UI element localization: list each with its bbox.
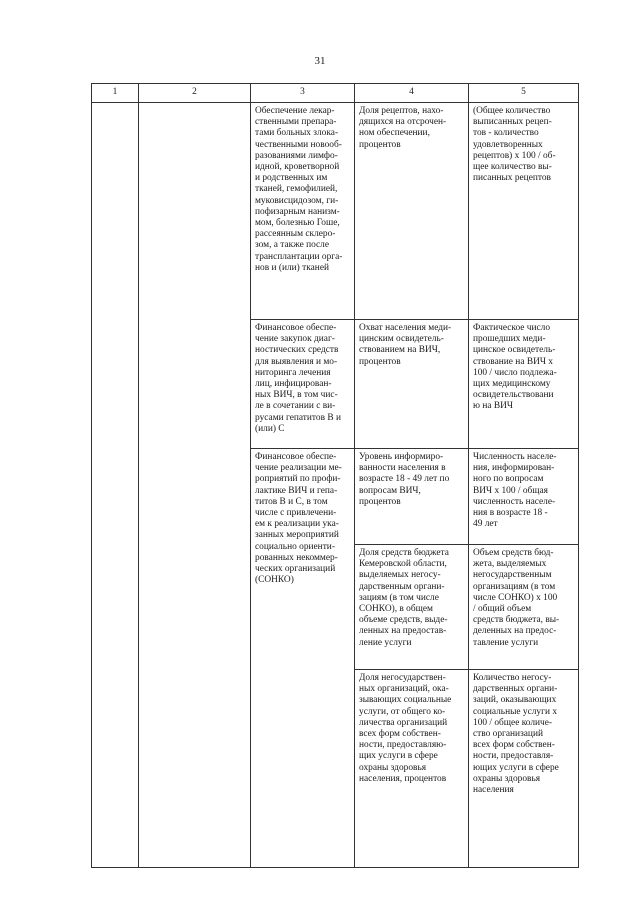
- header-col-5: 5: [469, 84, 579, 103]
- col-2-empty-cell: [139, 103, 251, 868]
- indicator-cell: Доля рецептов, нахо- дящихся на отсрочен- ном обеспечении, процентов: [355, 103, 469, 320]
- indicator-cell: Уровень информиро- ванности населения в возрасте 18 - 49 лет по вопросам ВИЧ, процентов: [355, 449, 469, 545]
- formula-cell: Количество негосу- дарственных органи- заций, оказывающих социальные услуги x 100 / общее количе- ство организаций всех форм собствен- ности, предоставля- ющих услуги в сфере охраны здоровья населения: [469, 670, 579, 868]
- table-row: [92, 103, 579, 320]
- indicators-table: [91, 83, 579, 868]
- header-col-4: 4: [355, 84, 469, 103]
- header-col-3: 3: [251, 84, 355, 103]
- indicator-cell: Доля средств бюджета Кемеровской области, выделяемых негосу- дарственным органи- зациям (в том числе СОНКО), в общем объеме средств, выде- ленных на предостав- ление услуги: [355, 545, 469, 670]
- formula-cell: Численность населе- ния, информирован- ного по вопросам ВИЧ x 100 / общая численность населе- ния в возрасте 18 - 49 лет: [469, 449, 579, 545]
- measure-cell: Обеспечение лекар- ственными препара- тами больных злока- чественными новооб- разованиями лимфо- идной, кроветворной и родственных им тканей, гемофилией, муковисцидозом, ги- пофизарным нанизм- мом, болезнью Гоше, рассеянным склеро- зом, а также после трансплантации орга- нов и (или) тканей: [251, 103, 355, 320]
- header-col-1: 1: [92, 84, 139, 103]
- measure-cell: Финансовое обеспе- чение закупок диаг- ностических средств для выявления и мо- ниторинга лечения лиц, инфицирован- ных ВИЧ, в том чис- ле в сочетании с ви- русами гепатитов В и (или) С: [251, 320, 355, 449]
- table-header-row: [92, 84, 579, 103]
- formula-cell: (Общее количество выписанных рецеп- тов - количество удовлетворенных рецептов) x 100 / об- щее количество вы- писанных рецептов: [469, 103, 579, 320]
- formula-cell: Фактическое число прошедших меди- цинское освидетель- ствование на ВИЧ x 100 / число подлежа- щих медицинскому освидетельствовани ю на ВИЧ: [469, 320, 579, 449]
- page-number: 31: [314, 55, 326, 67]
- formula-cell: Объем средств бюд- жета, выделяемых негосударственным организациям (в том числе СОНКО) x 100 / общий объем средств бюджета, вы- деленных на предос- тавление услуги: [469, 545, 579, 670]
- col-1-empty-cell: [92, 103, 139, 868]
- indicator-cell: Охват населения меди- цинским освидетель- ствованием на ВИЧ, процентов: [355, 320, 469, 449]
- indicator-cell: Доля негосударствен- ных организаций, ока- зывающих социальные услуги, от общего ко- личества организаций всех форм собствен- ности, предоставляю- щих услуги в сфере охраны здоровья населения, процентов: [355, 670, 469, 868]
- measure-cell: Финансовое обеспе- чение реализации ме- роприятий по профи- лактике ВИЧ и гепа- титов В и С, в том числе с привлечени- ем к реализации ука- занных мероприятий социально ориенти- рованных некоммер- ческих организаций (СОНКО): [251, 449, 355, 868]
- header-col-2: 2: [139, 84, 251, 103]
